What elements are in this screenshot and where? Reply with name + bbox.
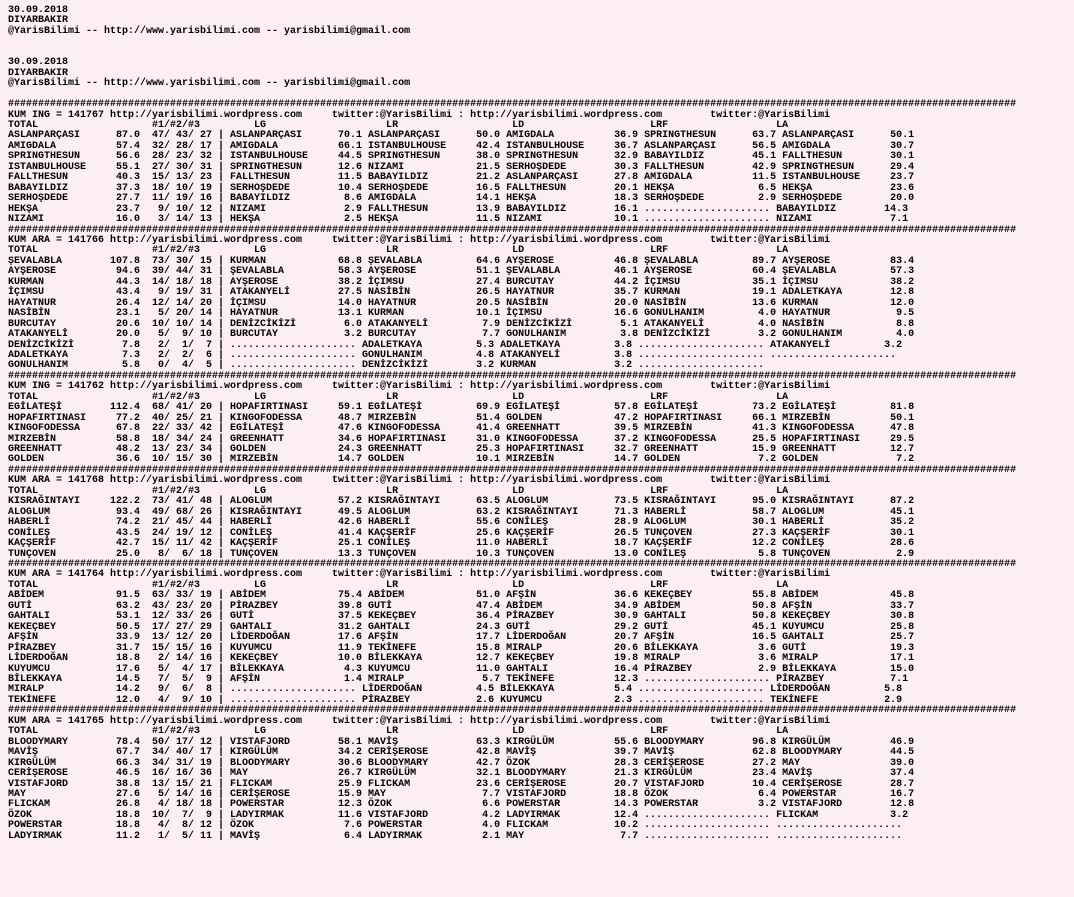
text-line: AFŞİN 33.9 13/ 12/ 20 | LİDERDOĞAN 17.6 AFŞİN 17.7 LİDERDOĞAN 20.7 AFŞİN 16.5 GAHTALI 25.7 xyxy=(8,632,915,644)
text-line: CONİLEŞ 43.5 24/ 19/ 12 | CONİLEŞ 41.4 KAÇŞERİF 25.6 KAÇŞERİF 26.5 TUNÇOVEN 27.3 KAÇŞERİF 30.1 xyxy=(8,527,915,539)
text-line: ŞEVALABLA 107.8 73/ 30/ 15 | KURMAN 68.8 ŞEVALABLA 64.6 AYŞEROSE 46.8 ŞEVALABLA 89.7 AYŞEROSE 83.4 xyxy=(8,255,915,267)
text-line: GUTİ 63.2 43/ 23/ 20 | PİRAZBEY 39.8 GUTİ 47.4 ABİDEM 34.9 ABİDEM 50.8 AFŞİN 33.7 xyxy=(8,600,915,612)
text-line: NASİBİN 23.1 5/ 20/ 14 | HAYATNUR 13.1 KURMAN 10.1 İÇIMSU 16.6 GONULHANIM 4.0 HAYATNUR 9.5 xyxy=(8,308,915,320)
text-line: KEKEÇBEY 50.5 17/ 27/ 29 | GAHTALI 31.2 GAHTALI 24.3 GUTİ 29.2 GUTİ 45.1 KUYUMCU 25.8 xyxy=(8,621,915,633)
text-line: TEKİNEFE 12.0 4/ 9/ 10 | ..................... PİRAZBEY 2.6 KUYUMCU 2.3 ..................... TEKİNEFE 2.9 xyxy=(8,694,903,706)
text-line: @YarisBilimi -- http://www.yarisbilimi.com -- yarisbilimi@gmail.com xyxy=(8,25,411,37)
text-line: LİDERDOĞAN 18.8 2/ 14/ 16 | KEKEÇBEY 10.0 BİLEKKAYA 12.7 KEKEÇBEY 19.8 MIRALP 3.6 MIRALP 17.1 xyxy=(8,653,915,665)
text-line: DIYARBAKIR xyxy=(8,67,69,79)
text-line: TOTAL #1/#2/#3 LG LR LD LRF LA xyxy=(8,119,789,131)
text-line: KAÇŞERİF 42.7 15/ 11/ 42 | KAÇŞERİF 25.1 CONİLEŞ 11.0 HABERLİ 18.7 KAÇŞERİF 12.2 CONİLEŞ 28.6 xyxy=(8,538,915,550)
text-line: POWERSTAR 18.8 4/ 8/ 12 | ÖZOK 7.6 POWERSTAR 4.0 FLICKAM 10.2 ..................... ..................... xyxy=(8,820,903,832)
text-line: 30.09.2018 xyxy=(8,57,69,69)
text-line: ISTANBULHOUSE 55.1 27/ 30/ 31 | SPRINGTHESUN 12.6 NIZAMI 21.5 SERHOŞDEDE 30.3 FALLTHESUN 42.9 SPRINGTHESUN 29.4 xyxy=(8,161,915,173)
text-line: TOTAL #1/#2/#3 LG LR LD LRF LA xyxy=(8,391,789,403)
text-line: ######################################################################################################################################################################## xyxy=(8,99,1017,111)
text-line: MIRALP 14.2 9/ 6/ 8 | ..................... LİDERDOĞAN 4.5 BİLEKKAYA 5.4 ..................... LİDERDOĞAN 5.8 xyxy=(8,684,903,696)
text-line: DIYARBAKIR xyxy=(8,15,69,27)
text-line: KUM ING = 141767 http://yarisbilimi.wordpress.com twitter:@YarisBilimi : http://yarisbilimi.wordpress.com twitter:@YarisBilimi xyxy=(8,109,831,121)
text-line: HOPAFIRTINASI 77.2 40/ 25/ 21 | KINGOFODESSA 48.7 MIRZEBİN 51.4 GOLDEN 47.2 HOPAFIRTINASI 66.1 MIRZEBİN 50.1 xyxy=(8,412,915,424)
text-line: SERHOŞDEDE 27.7 11/ 19/ 16 | BABAYILDIZ 8.6 AMIGDALA 14.1 HEKŞA 18.3 SERHOŞDEDE 2.9 SERHOŞDEDE 20.0 xyxy=(8,193,915,205)
text-line: ######################################################################################################################################################################## xyxy=(8,705,1017,717)
text-line: LADYIRMAK 11.2 1/ 5/ 11 | MAVİŞ 6.4 LADYIRMAK 2.1 MAY 7.7 ..................... ..................... xyxy=(8,830,903,842)
text-line: KISRAĞINTAYI 122.2 73/ 41/ 48 | ALOGLUM 57.2 KISRAĞINTAYI 63.5 ALOGLUM 73.5 KISRAĞINTAYI 95.0 KISRAĞINTAYI 87.2 xyxy=(8,496,915,508)
text-line: BLOODYMARY 78.4 50/ 17/ 12 | VISTAFJORD 58.1 MAVİŞ 63.3 KIRGÜLÜM 55.6 BLOODYMARY 96.8 KIRGÜLÜM 46.9 xyxy=(8,736,915,748)
text-line: DENİZCİKİZİ 7.8 2/ 1/ 7 | ..................... ADALETKAYA 5.3 ADALETKAYA 3.8 ..................... ATAKANYELİ 3.2 xyxy=(8,339,903,351)
text-line: BURCUTAY 20.6 10/ 10/ 14 | DENİZCİKİZİ 6.0 ATAKANYELİ 7.9 DENİZCİKİZİ 5.1 ATAKANYELİ 4.0 NASİBİN 8.8 xyxy=(8,318,915,330)
text-line: KUM ARA = 141766 http://yarisbilimi.wordpress.com twitter:@YarisBilimi : http://yarisbilimi.wordpress.com twitter:@YarisBilimi xyxy=(8,234,831,246)
text-line: GREENHATT 48.2 13/ 23/ 34 | GOLDEN 24.3 GREENHATT 25.3 HOPAFIRTINASI 32.7 GREENHATT 15.9 GREENHATT 12.7 xyxy=(8,444,915,456)
text-line: GONULHANIM 5.8 0/ 4/ 5 | ..................... DENİZCİKİZİ 3.2 KURMAN 3.2 ..................... xyxy=(8,360,765,372)
text-line: GOLDEN 36.6 10/ 15/ 30 | MIRZEBİN 14.7 GOLDEN 10.1 MIRZEBİN 14.7 GOLDEN 7.2 GOLDEN 7.2 xyxy=(8,454,915,466)
text-line: KUYUMCU 17.6 5/ 4/ 17 | BİLEKKAYA 4.3 KUYUMCU 11.0 GAHTALI 16.4 PİRAZBEY 2.9 BİLEKKAYA 15.0 xyxy=(8,663,915,675)
text-line: ADALETKAYA 7.3 2/ 2/ 6 | ..................... GONULHANIM 4.8 ATAKANYELİ 3.8 ..................... ..................... xyxy=(8,349,897,361)
text-line: TOTAL #1/#2/#3 LG LR LD LRF LA xyxy=(8,579,789,591)
text-line: HAYATNUR 26.4 12/ 14/ 20 | İÇIMSU 14.0 HAYATNUR 20.5 NASİBİN 20.0 NASİBİN 13.6 KURMAN 12.0 xyxy=(8,297,915,309)
text-line: KUM ARA = 141768 http://yarisbilimi.wordpress.com twitter:@YarisBilimi : http://yarisbilimi.wordpress.com twitter:@YarisBilimi xyxy=(8,475,831,487)
text-line: ASLANPARÇASI 87.0 47/ 43/ 27 | ASLANPARÇASI 70.1 ASLANPARÇASI 50.0 AMIGDALA 36.9 SPRINGTHESUN 63.7 ASLANPARÇASI 50.1 xyxy=(8,130,915,142)
text-line: GAHTALI 53.1 12/ 33/ 26 | GUTİ 37.5 KEKEÇBEY 36.4 PİRAZBEY 30.9 GAHTALI 50.8 KEKEÇBEY 30.8 xyxy=(8,611,915,623)
text-line: KURMAN 44.3 14/ 18/ 18 | AYŞEROSE 38.2 İÇIMSU 27.4 BURCUTAY 44.2 İÇIMSU 35.1 İÇIMSU 38.2 xyxy=(8,276,915,288)
text-line: MIRZEBİN 58.8 18/ 34/ 24 | GREENHATT 34.6 HOPAFIRTINASI 31.0 KINGOFODESSA 37.2 KINGOFODESSA 25.5 HOPAFIRTINASI 29.5 xyxy=(8,433,915,445)
text-line: FLICKAM 26.8 4/ 18/ 18 | POWERSTAR 12.3 ÖZOK 6.6 POWERSTAR 14.3 POWERSTAR 3.2 VISTAFJORD 12.8 xyxy=(8,799,915,811)
text-line xyxy=(8,48,1016,58)
text-line: MAVİŞ 67.7 34/ 40/ 17 | KIRGÜLÜM 34.2 CERİŞEROSE 42.8 MAVİŞ 39.7 MAVİŞ 62.8 BLOODYMARY 44.5 xyxy=(8,747,915,759)
text-line: EGİLATEŞİ 112.4 68/ 41/ 20 | HOPAFIRTINASI 59.1 EGİLATEŞİ 69.9 EGİLATEŞİ 57.8 EGİLATEŞİ 73.2 EGİLATEŞİ 81.8 xyxy=(8,402,915,414)
text-line: TOTAL #1/#2/#3 LG LR LD LRF LA xyxy=(8,245,789,257)
text-line: VISTAFJORD 38.8 13/ 15/ 21 | FLICKAM 25.9 FLICKAM 23.6 CERİŞEROSE 20.7 VISTAFJORD 10.4 CERİŞEROSE 28.7 xyxy=(8,778,915,790)
text-line: TUNÇOVEN 25.0 8/ 6/ 18 | TUNÇOVEN 13.3 TUNÇOVEN 10.3 TUNÇOVEN 13.0 CONİLEŞ 5.8 TUNÇOVEN 2.9 xyxy=(8,548,915,560)
text-line: SPRINGTHESUN 56.6 28/ 23/ 32 | ISTANBULHOUSE 44.5 SPRINGTHESUN 38.0 SPRINGTHESUN 32.9 BABAYILDIZ 45.1 FALLTHESUN 30.1 xyxy=(8,151,915,163)
text-line: ######################################################################################################################################################################## xyxy=(8,370,1017,382)
text-line: AMIGDALA 57.4 32/ 28/ 17 | AMIGDALA 66.1 ISTANBULHOUSE 42.4 ISTANBULHOUSE 36.7 ASLANPARÇASI 56.5 AMIGDALA 30.7 xyxy=(8,140,915,152)
text-line xyxy=(8,37,1016,47)
race-statistics-document xyxy=(8,6,1016,842)
text-line: AYŞEROSE 94.6 39/ 44/ 31 | ŞEVALABLA 58.3 AYŞEROSE 51.1 ŞEVALABLA 46.1 AYŞEROSE 60.4 ŞEVALABLA 57.3 xyxy=(8,266,915,278)
text-line: PİRAZBEY 31.7 15/ 15/ 16 | KUYUMCU 11.9 TEKİNEFE 15.8 MIRALP 20.6 BİLEKKAYA 3.6 GUTİ 19.3 xyxy=(8,642,915,654)
text-line: HABERLİ 74.2 21/ 45/ 44 | HABERLİ 42.6 HABERLİ 55.6 CONİLEŞ 28.9 ALOGLUM 30.1 HABERLİ 35.2 xyxy=(8,517,915,529)
text-line: KINGOFODESSA 67.8 22/ 33/ 42 | EGİLATEŞİ 47.6 KINGOFODESSA 41.4 GREENHATT 39.5 MIRZEBİN 41.3 KINGOFODESSA 47.8 xyxy=(8,423,915,435)
text-line: ######################################################################################################################################################################## xyxy=(8,224,1017,236)
text-line: ATAKANYELİ 20.0 5/ 9/ 10 | BURCUTAY 3.2 BURCUTAY 7.7 GONULHANIM 3.8 DENİZCİKİZİ 3.2 GONULHANIM 4.0 xyxy=(8,329,915,341)
text-line: ALOGLUM 93.4 49/ 68/ 26 | KISRAĞINTAYI 49.5 ALOGLUM 63.2 KISRAĞINTAYI 71.3 HABERLİ 58.7 ALOGLUM 45.1 xyxy=(8,506,915,518)
text-line: BİLEKKAYA 14.5 7/ 5/ 9 | AFŞİN 1.4 MIRALP 5.7 TEKİNEFE 12.3 ..................... PİRAZBEY 7.1 xyxy=(8,674,909,685)
text-line: TOTAL #1/#2/#3 LG LR LD LRF LA xyxy=(8,485,789,497)
text-line: KIRGÜLÜM 66.3 34/ 31/ 19 | BLOODYMARY 30.6 BLOODYMARY 42.7 ÖZOK 28.3 CERİŞEROSE 27.2 MAY 39.0 xyxy=(8,757,915,769)
text-line: 30.09.2018 xyxy=(8,5,69,16)
text-line: KUM ING = 141762 http://yarisbilimi.wordpress.com twitter:@YarisBilimi : http://yarisbilimi.wordpress.com twitter:@YarisBilimi xyxy=(8,381,831,393)
text-line: ABİDEM 91.5 63/ 33/ 19 | ABİDEM 75.4 ABİDEM 51.0 AFŞİN 36.6 KEKEÇBEY 55.8 ABİDEM 45.8 xyxy=(8,590,915,602)
text-line: ######################################################################################################################################################################## xyxy=(8,464,1017,476)
text-line: TOTAL #1/#2/#3 LG LR LD LRF LA xyxy=(8,726,789,738)
text-line: KUM ARA = 141764 http://yarisbilimi.wordpress.com twitter:@YarisBilimi : http://yarisbilimi.wordpress.com twitter:@YarisBilimi xyxy=(8,569,831,581)
text-line: HEKŞA 23.7 9/ 10/ 12 | NIZAMI 2.9 FALLTHESUN 13.9 BABAYILDIZ 16.1 ..................... BABAYILDIZ 14.3 xyxy=(8,203,909,215)
text-line: @YarisBilimi -- http://www.yarisbilimi.com -- yarisbilimi@gmail.com xyxy=(8,78,411,90)
text-line: İÇIMSU 43.4 9/ 19/ 31 | ATAKANYELİ 27.5 NASİBİN 26.5 HAYATNUR 35.7 KURMAN 19.1 ADALETKAYA 12.8 xyxy=(8,287,915,299)
text-line: BABAYILDIZ 37.3 18/ 10/ 19 | SERHOŞDEDE 10.4 SERHOŞDEDE 16.5 FALLTHESUN 20.1 HEKŞA 6.5 HEKŞA 23.6 xyxy=(8,182,915,194)
text-line: CERİŞEROSE 46.5 16/ 16/ 36 | MAY 26.7 KIRGÜLÜM 32.1 BLOODYMARY 21.3 KIRGÜLÜM 23.4 MAVİŞ 37.4 xyxy=(8,768,915,780)
text-line: KUM ARA = 141765 http://yarisbilimi.wordpress.com twitter:@YarisBilimi : http://yarisbilimi.wordpress.com twitter:@YarisBilimi xyxy=(8,715,831,727)
text-line: MAY 27.6 5/ 14/ 16 | CERİŞEROSE 15.9 MAY 7.7 VISTAFJORD 18.8 ÖZOK 6.4 POWERSTAR 16.7 xyxy=(8,788,915,800)
text-line: ÖZOK 18.8 10/ 7/ 9 | LADYIRMAK 11.6 VISTAFJORD 4.2 LADYIRMAK 12.4 ..................... FLICKAM 3.2 xyxy=(8,809,909,821)
text-line: ######################################################################################################################################################################## xyxy=(8,559,1017,571)
text-line: FALLTHESUN 40.3 15/ 13/ 23 | FALLTHESUN 11.5 BABAYILDIZ 21.2 ASLANPARÇASI 27.8 AMIGDALA 11.5 ISTANBULHOUSE 23.7 xyxy=(8,172,915,184)
text-line: NIZAMI 16.0 3/ 14/ 13 | HEKŞA 2.5 HEKŞA 11.5 NIZAMI 10.1 ..................... NIZAMI 7.1 xyxy=(8,214,909,226)
